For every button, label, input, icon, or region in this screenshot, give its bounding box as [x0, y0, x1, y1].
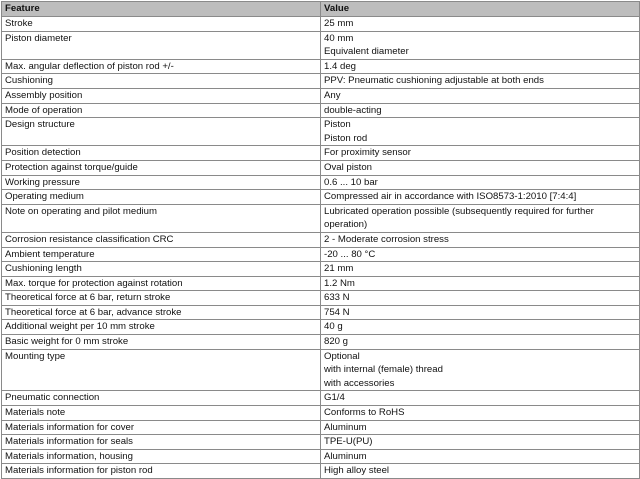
feature-label: Max. torque for protection against rotation [5, 277, 183, 289]
feature-cell [2, 420, 321, 435]
value-cell [321, 449, 640, 464]
column-header-value: Value [321, 2, 640, 17]
feature-label: Piston diameter [5, 32, 72, 44]
feature-cell [2, 160, 321, 175]
value-cell [321, 406, 640, 421]
value-line: 1.2 Nm [324, 277, 355, 289]
table-row [2, 435, 640, 450]
feature-cell [2, 74, 321, 89]
value-cell [321, 247, 640, 262]
table-row [2, 160, 640, 175]
table-row [2, 406, 640, 421]
feature-cell [2, 449, 321, 464]
table-row [2, 449, 640, 464]
feature-cell [2, 175, 321, 190]
table-row [2, 391, 640, 406]
feature-label: Materials information for piston rod [5, 465, 153, 477]
feature-label: Pneumatic connection [5, 392, 100, 404]
feature-cell [2, 146, 321, 161]
feature-cell [2, 335, 321, 350]
feature-label: Note on operating and pilot medium [5, 205, 157, 217]
feature-cell [2, 232, 321, 247]
table-row [2, 291, 640, 306]
feature-cell [2, 320, 321, 335]
feature-cell [2, 103, 321, 118]
feature-label: Materials information for cover [5, 421, 135, 433]
value-cell [321, 262, 640, 277]
table-row [2, 420, 640, 435]
value-line: Piston rod [324, 132, 368, 144]
table-row [2, 146, 640, 161]
feature-label: Materials information for seals [5, 436, 133, 448]
value-line: Equivalent diameter [324, 46, 409, 58]
feature-label: Mode of operation [5, 104, 83, 116]
table-row [2, 247, 640, 262]
value-line: Compressed air in accordance with ISO8573-1:2010 [7:4:4] [324, 191, 577, 203]
feature-label: Corrosion resistance classification CRC [5, 233, 174, 245]
feature-label: Basic weight for 0 mm stroke [5, 336, 129, 348]
feature-cell [2, 118, 321, 146]
value-line: Aluminum [324, 421, 367, 433]
table-row [2, 17, 640, 32]
feature-label: Max. angular deflection of piston rod +/- [5, 60, 174, 72]
feature-cell [2, 464, 321, 479]
feature-label: Assembly position [5, 89, 83, 101]
feature-label: Operating medium [5, 191, 84, 203]
feature-cell [2, 59, 321, 74]
feature-cell [2, 406, 321, 421]
value-line: 2 - Moderate corrosion stress [324, 233, 449, 245]
value-line: Piston [324, 119, 351, 131]
value-line: double-acting [324, 104, 382, 116]
value-cell [321, 31, 640, 59]
feature-label: Stroke [5, 18, 33, 29]
value-cell [321, 420, 640, 435]
value-cell [321, 74, 640, 89]
value-cell [321, 146, 640, 161]
table-row [2, 232, 640, 247]
value-cell [321, 305, 640, 320]
feature-cell [2, 31, 321, 59]
table-body [2, 17, 640, 479]
table-row [2, 74, 640, 89]
table-row [2, 349, 640, 391]
value-line: Oval piston [324, 161, 372, 173]
feature-cell [2, 247, 321, 262]
value-line: -20 ... 80 °C [324, 248, 376, 260]
feature-label: Design structure [5, 119, 75, 131]
value-line: Any [324, 89, 341, 101]
table-row [2, 204, 640, 232]
value-line: Lubricated operation possible (subsequently required for further [324, 205, 594, 217]
feature-label: Ambient temperature [5, 248, 95, 260]
value-line: For proximity sensor [324, 147, 411, 159]
feature-label: Materials information, housing [5, 450, 133, 462]
feature-cell [2, 305, 321, 320]
value-cell [321, 88, 640, 103]
feature-cell [2, 262, 321, 277]
value-cell [321, 59, 640, 74]
header-row [2, 2, 640, 17]
feature-cell [2, 435, 321, 450]
value-line: 820 g [324, 336, 349, 348]
table-row [2, 59, 640, 74]
feature-label: Theoretical force at 6 bar, advance stroke [5, 306, 182, 318]
table-row [2, 190, 640, 205]
value-cell [321, 175, 640, 190]
value-line: 21 mm [324, 263, 354, 275]
value-line: TPE-U(PU) [324, 436, 373, 448]
value-cell [321, 232, 640, 247]
value-line: G1/4 [324, 392, 345, 404]
value-line: Aluminum [324, 450, 367, 462]
feature-cell [2, 276, 321, 291]
value-line: with internal (female) thread [324, 364, 443, 376]
feature-cell [2, 291, 321, 306]
table-row [2, 320, 640, 335]
value-line: 633 N [324, 292, 350, 304]
value-line: PPV: Pneumatic cushioning adjustable at both ends [324, 75, 544, 87]
feature-label: Additional weight per 10 mm stroke [5, 321, 155, 333]
feature-label: Position detection [5, 147, 81, 159]
value-line: 40 g [324, 321, 343, 333]
table-row [2, 276, 640, 291]
table-row [2, 118, 640, 146]
table-row [2, 335, 640, 350]
column-header-feature: Feature [2, 2, 321, 17]
table-row [2, 262, 640, 277]
value-cell [321, 276, 640, 291]
value-line: High alloy steel [324, 465, 390, 477]
value-cell [321, 464, 640, 479]
value-line: Optional [324, 350, 360, 362]
value-cell [321, 391, 640, 406]
value-line: 0.6 ... 10 bar [324, 176, 378, 188]
value-line: with accessories [324, 377, 395, 389]
table-row [2, 464, 640, 479]
value-line: operation) [324, 219, 368, 231]
value-cell [321, 17, 640, 32]
feature-label: Mounting type [5, 350, 66, 362]
feature-label: Cushioning length [5, 263, 82, 275]
table-row [2, 305, 640, 320]
feature-label: Working pressure [5, 176, 81, 188]
table-row [2, 175, 640, 190]
spec-table [1, 1, 640, 479]
table-row [2, 31, 640, 59]
value-line: 25 mm [324, 18, 354, 29]
value-line: 40 mm [324, 32, 354, 44]
value-line: 1.4 deg [324, 60, 357, 72]
value-cell [321, 291, 640, 306]
feature-label: Protection against torque/guide [5, 161, 138, 173]
value-cell [321, 349, 640, 391]
feature-cell [2, 88, 321, 103]
feature-label: Cushioning [5, 75, 54, 87]
table-row [2, 103, 640, 118]
feature-label: Materials note [5, 407, 66, 419]
feature-cell [2, 190, 321, 205]
table-row [2, 88, 640, 103]
value-line: Conforms to RoHS [324, 407, 405, 419]
feature-label: Theoretical force at 6 bar, return stroke [5, 292, 171, 304]
value-cell [321, 190, 640, 205]
feature-cell [2, 204, 321, 232]
value-cell [321, 435, 640, 450]
value-cell [321, 118, 640, 146]
value-cell [321, 335, 640, 350]
feature-cell [2, 391, 321, 406]
feature-cell [2, 349, 321, 391]
value-cell [321, 103, 640, 118]
value-cell [321, 204, 640, 232]
value-cell [321, 320, 640, 335]
value-cell [321, 160, 640, 175]
value-line: 754 N [324, 306, 350, 318]
feature-cell [2, 17, 321, 32]
